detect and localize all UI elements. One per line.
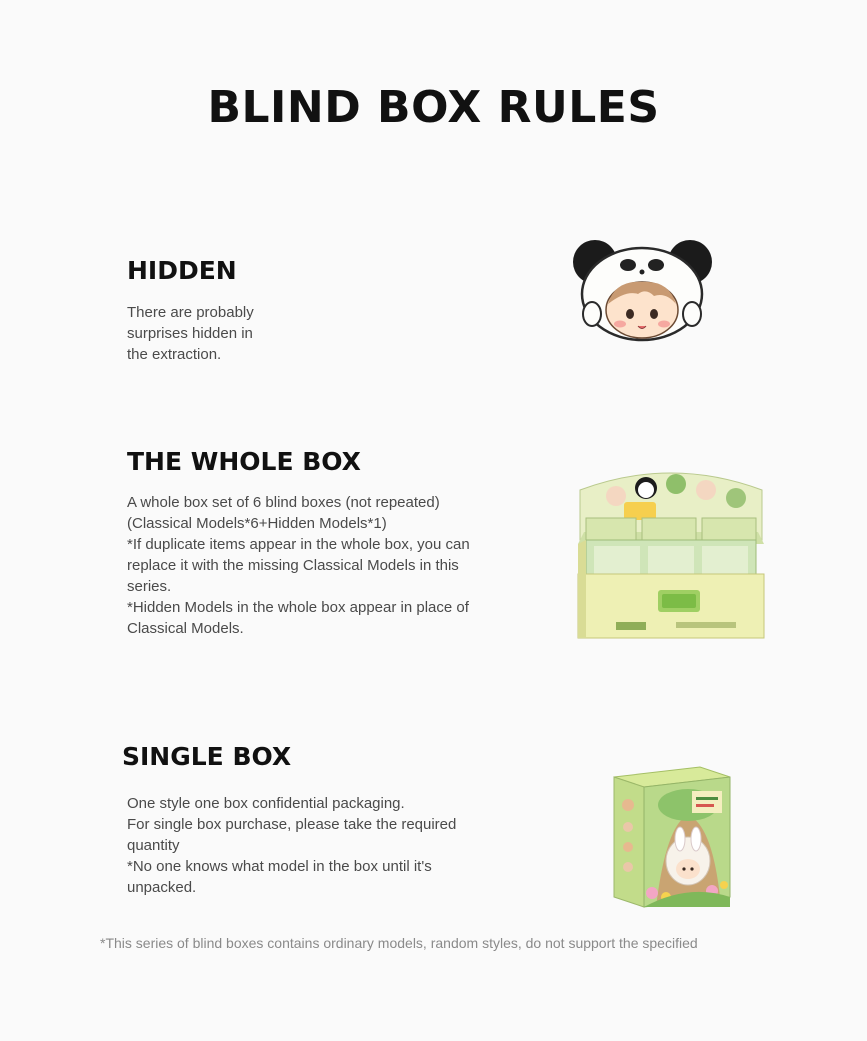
display-box-icon xyxy=(576,462,766,644)
text-line: One style one box confidential packaging. xyxy=(127,795,405,812)
text-line: surprises hidden in xyxy=(127,325,253,342)
text-line: A whole box set of 6 blind boxes (not repeated) xyxy=(127,494,440,511)
section-single-box-text xyxy=(127,793,456,898)
text-line: quantity xyxy=(127,837,180,854)
text-line: There are probably xyxy=(127,304,254,321)
text-line: unpacked. xyxy=(127,879,197,896)
text-line: the extraction. xyxy=(127,346,222,363)
page-title: BLIND BOX RULES xyxy=(207,82,660,133)
text-line: *Hidden Models in the whole box appear in place of xyxy=(127,599,469,616)
single-box-icon xyxy=(608,765,734,911)
text-line: *No one knows what model in the box until it's xyxy=(127,858,432,875)
text-line: *If duplicate items appear in the whole box, you can xyxy=(127,536,470,553)
text-line: Classical Models. xyxy=(127,620,244,637)
panda-hood-figure-icon xyxy=(570,232,715,347)
text-line: (Classical Models*6+Hidden Models*1) xyxy=(127,515,387,532)
text-line: For single box purchase, please take the required xyxy=(127,816,457,833)
text-line: replace it with the missing Classical Models in this xyxy=(127,557,459,574)
footnote: *This series of blind boxes contains ordinary models, random styles, do not support the specified xyxy=(100,935,698,951)
text-line: series. xyxy=(127,578,172,595)
section-whole-box-title: THE WHOLE BOX xyxy=(127,447,361,476)
section-hidden-title: HIDDEN xyxy=(127,256,237,285)
section-single-box-title: SINGLE BOX xyxy=(122,742,292,771)
section-hidden-text xyxy=(127,302,254,365)
section-whole-box-text xyxy=(127,492,470,639)
